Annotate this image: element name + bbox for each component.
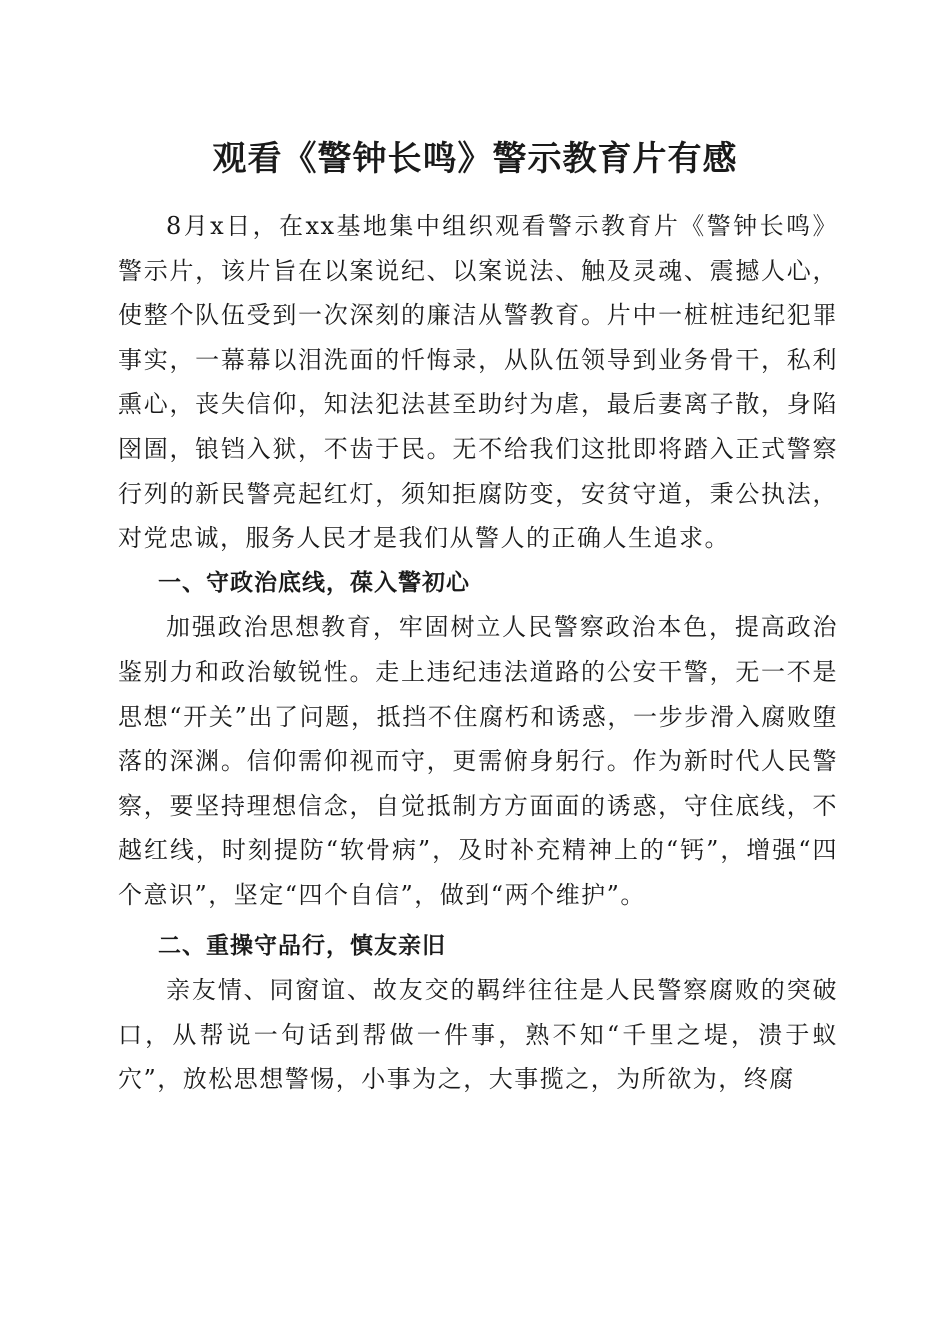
section-heading-2: 二、重操守品行，慎友亲旧	[158, 932, 446, 959]
intro-paragraph: 8月x日，在xx基地集中组织观看警示教育片《警钟长鸣》警示片，该片旨在以案说纪、以案说法、触及灵魂、震撼人心，使整个队伍受到一次深刻的廉洁从警教育。片中一桩桩违纪犯罪事实，一幕幕以泪洗面的忏悔录，从队伍领导到业务骨干，私利熏心，丧失信仰，知法犯法甚至助纣为虐，最后妻离子散，身陷囹圄，锒铛入狱，不齿于民。无不给我们这批即将踏入正式警察行列的新民警亮起红灯，须知拒腐防变，安贫守道，秉公执法，对党忠诚，服务人民才是我们从警人的正确人生追求。	[118, 212, 838, 553]
document-body	[118, 204, 838, 1102]
document-title: 观看《警钟长鸣》警示教育片有感	[212, 139, 738, 179]
section-paragraph-2: 亲友情、同窗谊、故友交的羁绊往往是人民警察腐败的突破口，从帮说一句话到帮做一件事，熟不知“千里之堤，溃于蚁穴”，放松思想警惕，小事为之，大事揽之，为所欲为，终腐	[118, 976, 838, 1094]
section-paragraph-1: 加强政治思想教育，牢固树立人民警察政治本色，提高政治鉴别力和政治敏锐性。走上违纪违法道路的公安干警，无一不是思想“开关”出了问题，抵挡不住腐朽和诱惑，一步步滑入腐败堕落的深渊。信仰需仰视而守，更需俯身躬行。作为新时代人民警察，要坚持理想信念，自觉抵制方方面面的诱惑，守住底线，不越红线，时刻提防“软骨病”，及时补充精神上的“钙”，增强“四个意识”，坚定“四个自信”，做到“两个维护”。	[118, 613, 838, 909]
section-heading-1: 一、守政治底线，葆入警初心	[158, 569, 470, 596]
